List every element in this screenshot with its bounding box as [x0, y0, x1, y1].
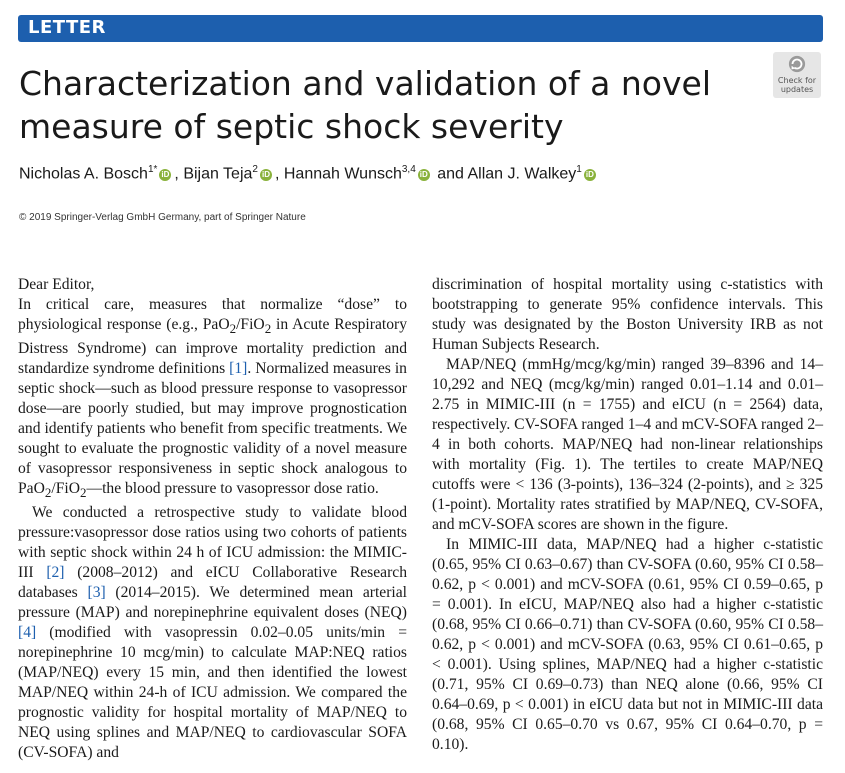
right-column — [432, 275, 823, 755]
reference-link[interactable]: [4] — [18, 624, 37, 642]
author-name[interactable]: Nicholas A. Bosch — [19, 165, 148, 183]
author-conjunction: and — [437, 165, 464, 183]
author-name[interactable]: Bijan Teja — [183, 165, 253, 183]
paragraph-results-cstat: In MIMIC-III data, MAP/NEQ had a higher c-statistic (0.65, 95% CI 0.63–0.67) than CV-SOFA (0.60, 95% CI 0.58–0.62, p < 0.001) and mCV-SOFA (0.61, 95% CI 0.59–0.65, p = 0.001). In eICU, MAP/NEQ also had a higher c-statistic (0.68, 95% CI 0.66–0.71) than CV-SOFA (0.60, 95% CI 0.58–0.62, p < 0.001) and mCV-SOFA (0.63, 95% CI 0.61–0.65, p < 0.001). Using splines, MAP/NEQ had a higher c-statistic (0.71, 95% CI 0.69–0.73) than NEQ alone (0.66, 95% CI 0.64–0.69, p < 0.001) in eICU data but not in MIMIC-III data (0.68, 95% CI 0.65–0.70 vs 0.67, 95% CI 0.64–0.70, p = 0.10). — [432, 536, 823, 753]
refresh-icon — [788, 55, 806, 73]
author-list — [19, 164, 599, 183]
reference-link[interactable]: [2] — [46, 564, 65, 582]
paragraph-methods-cont: discrimination of hospital mortality using c-statistics with bootstrapping to generate 95% confidence intervals. This study was designated by the Boston University IRB as not Human Subjects Research. — [432, 276, 823, 353]
check-updates-text: Check for updates — [777, 76, 817, 94]
paragraph-results: MAP/NEQ (mmHg/mcg/kg/min) ranged 39–8396 and 14–10,292 and NEQ (mcg/kg/min) ranged 0.01–1.14 and 0.01–2.75 in MIMIC-III (n = 1755) and eICU (n = 2564) data, respectively. CV-SOFA ranged 1–4 and mCV-SOFA ranged 2–4 in both cohorts. MAP/NEQ had non-linear relationships with mortality (Fig. 1). The tertiles to create MAP/NEQ cutoffs were < 136 (3-points), 136–324 (2-points), and ≥ 325 (1-point). Mortality rates stratified by MAP/NEQ, CV-SOFA, and mCV-SOFA scores are shown in the figure. — [432, 356, 823, 533]
copyright-notice: © 2019 Springer-Verlag GmbH Germany, part of Springer Nature — [19, 212, 306, 223]
check-for-updates-badge[interactable] — [773, 52, 821, 98]
reference-link[interactable]: [1] — [229, 360, 248, 378]
paragraph-methods: We conducted a retrospective study to validate blood pressure:vasopressor dose ratios using two cohorts of patients with septic shock within 24 h of ICU admission: the MIMIC-III [2] (2008–2012) and eICU Collaborative Research databases [3] (2014–2015). We determined mean arterial pressure (MAP) and norepinephrine equivalent doses (NEQ) [4] (modified with vasopressin 0.02–0.05 units/min = norepinephrine 10 mcg/min) to calculate MAP:NEQ ratios (MAP/NEQ) every 15 min, and then identified the lowest MAP/NEQ within 24-h of ICU admission. We compared the prognostic validity for hospital mortality of MAP/NEQ to NEQ using splines and MAP/NEQ to cardiovascular SOFA (CV-SOFA) and — [18, 504, 407, 762]
left-column — [18, 275, 407, 763]
author-name[interactable]: Allan J. Walkey — [467, 165, 577, 183]
author-separator: , — [274, 165, 280, 183]
orcid-icon[interactable]: iD — [419, 170, 428, 180]
author-affiliation: 3,4 — [401, 164, 416, 175]
orcid-icon[interactable]: iD — [261, 170, 270, 180]
author-affiliation: 2 — [252, 164, 258, 175]
author-affiliation: 1 — [576, 164, 582, 175]
orcid-icon[interactable]: iD — [161, 170, 170, 180]
author-name[interactable]: Hannah Wunsch — [283, 165, 402, 183]
author-separator: , — [174, 165, 179, 183]
article-type-label: LETTER — [28, 17, 106, 38]
reference-link[interactable]: [3] — [87, 584, 106, 602]
article-title: Characterization and validation of a novel measure of septic shock severity — [19, 64, 711, 146]
paragraph-intro: In critical care, measures that normalize “dose” to physiological response (e.g., PaO$_2$/FiO$_2$ in Acute Respiratory Distress Syndrome) can improve mortality prediction and standardize syndrome definitions [1]. Normalized measures in septic shock—such as blood pressure response to vasopressor dose—are poorly studied, but may improve prognostication and identify patients who benefit from specific treatments. We sought to evaluate the prognostic validity of a novel measure of vasopressor responsiveness in septic shock analogous to PaO$_2$/FiO$_2$—the blood pressure to vasopressor dose ratio. — [18, 296, 407, 501]
orcid-icon[interactable]: iD — [585, 170, 594, 180]
author-affiliation: 1* — [147, 164, 158, 175]
article-type-banner — [18, 15, 823, 42]
salutation: Dear Editor, — [18, 276, 95, 293]
